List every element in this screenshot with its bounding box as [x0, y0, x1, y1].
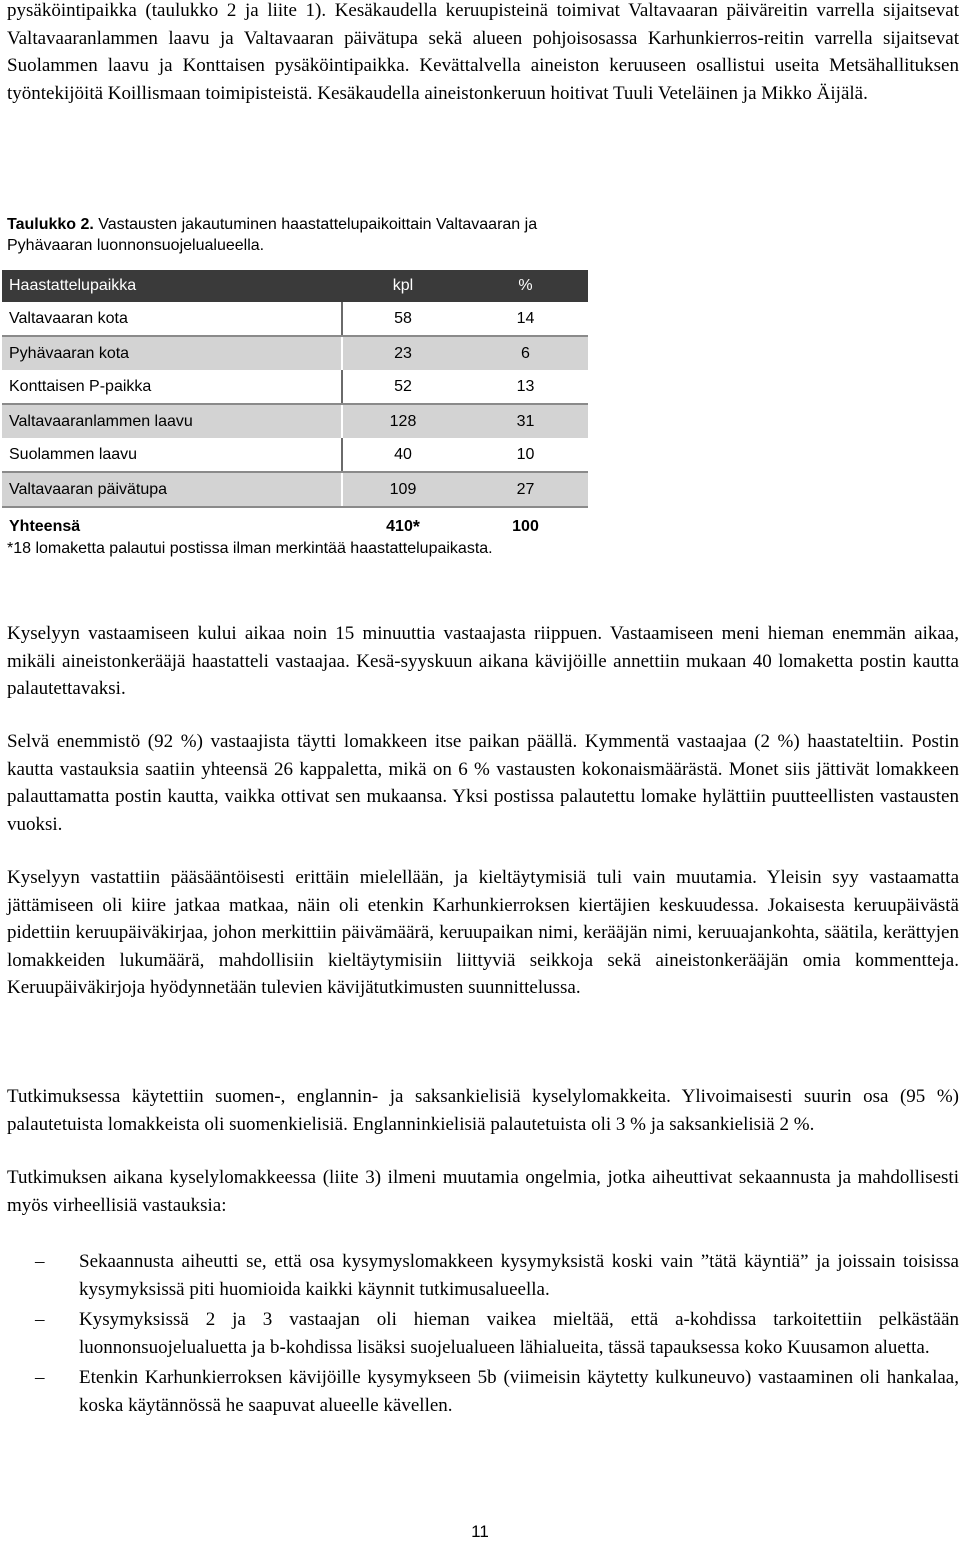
list-item	[7, 1248, 959, 1303]
cell-place: Valtavaaranlammen laavu	[2, 405, 343, 438]
paragraph-5: Tutkimuksen aikana kyselylomakkeessa (liite 3) ilmeni muutamia ongelmia, jotka aiheuttivat sekaannusta ja mahdollisesti myös virheellisiä vastauksia:	[7, 1167, 959, 1216]
table-row	[2, 370, 588, 405]
table-caption	[7, 214, 592, 256]
paragraph-4: Tutkimuksessa käytettiin suomen-, englannin- ja saksankielisiä kyselylomakkeita. Ylivoimaisesti suurin osa (95 %) palautetuista lomakkeista oli suomenkielisiä. Englanninkielisiä palautetuista oli 3 % ja saksankielisiä 2 %.	[7, 1086, 959, 1135]
table-header-row	[2, 270, 588, 302]
cell-place: Valtavaaran kota	[2, 302, 343, 335]
table-caption-label: Taulukko 2.	[7, 216, 94, 233]
cell-pct: 27	[516, 480, 535, 498]
cell-kpl: 40	[394, 445, 412, 463]
intro-paragraph: pysäköintipaikka (taulukko 2 ja liite 1). Kesäkaudella keruupisteinä toimivat Valtavaaran päiväreitin varrella sijaitsevat Valtavaaranlammen laavu ja Valtavaaran päivätupa sekä alueen pohjoisosassa Karhunkierros-reitin varrella sijaitsevat Suolammen laavu ja Konttaisen pysäköintipaikka. Kevättalvella aineiston keruuseen osallistui useita Metsähallituksen työntekijöitä Koillismaan toimipisteistä. Kesäkaudella aineistonkeruun hoitivat Tuuli Veteläinen ja Mikko Äijälä.	[7, 0, 959, 104]
paragraph-1: Kyselyyn vastaamiseen kului aikaa noin 15 minuuttia vastaajasta riippuen. Vastaamiseen meni hieman enemmän aikaa, mikäli aineistonkerääjä haastatteli vastaajaa. Kesä-syyskuun aikana kävijöille annettiin mukaan 40 lomaketta postin kautta palautettavaksi.	[7, 623, 959, 700]
table-row	[2, 438, 588, 473]
cell-pct: 13	[516, 377, 535, 395]
problem-list	[7, 1248, 959, 1423]
list-item-text: Kysymyksissä 2 ja 3 vastaajan oli hieman vaikea mieltää, että a-kohdissa tarkoitettiin pelkästään luonnonsuojelualuetta ja b-kohdissa lisäksi suojelualueen lähialueita, tässä tapauksessa koko Kuusamon aluetta.	[79, 1309, 959, 1358]
table-caption-text: Vastausten jakautuminen haastattelupaikoittain Valtavaaran ja Pyhävaaran luonnonsuojelualueella.	[7, 216, 538, 254]
table-footnote	[7, 538, 607, 560]
list-item	[7, 1306, 959, 1361]
cell-kpl: 52	[394, 377, 412, 395]
cell-place: Valtavaaran päivätupa	[2, 473, 343, 506]
cell-place: Konttaisen P-paikka	[2, 370, 343, 403]
table-row	[2, 405, 588, 438]
page-number: 11	[471, 1522, 489, 1541]
list-item	[7, 1364, 959, 1419]
header-place: Haastattelupaikka	[9, 277, 137, 294]
cell-place: Pyhävaaran kota	[2, 337, 343, 370]
cell-pct: 14	[516, 309, 535, 327]
list-item-text: Etenkin Karhunkierroksen kävijöille kysymykseen 5b (viimeisin käytetty kulkuneuvo) vastaaminen oli hankalaa, koska käytännössä he saapuvat alueelle kävellen.	[79, 1367, 959, 1416]
results-table	[2, 270, 588, 544]
cell-kpl: 23	[394, 344, 412, 362]
cell-place: Suolammen laavu	[2, 438, 343, 471]
dash-marker: –	[35, 1309, 45, 1331]
total-label: Yhteensä	[9, 518, 81, 535]
total-pct: 100	[512, 518, 539, 535]
table-row	[2, 473, 588, 508]
table-row	[2, 302, 588, 337]
cell-pct: 31	[516, 412, 535, 430]
list-item-text: Sekaannusta aiheutti se, että osa kysymyslomakkeen kysymyksistä koski vain ”tätä käyntiä” ja joissain toisissa kysymyksissä piti huomioida kaikki käynnit tutkimusalueella.	[79, 1251, 959, 1300]
dash-marker: –	[35, 1251, 45, 1272]
table-row	[2, 337, 588, 370]
header-pct: %	[518, 277, 533, 294]
total-star: *	[412, 516, 420, 537]
cell-kpl: 58	[394, 309, 412, 327]
paragraph-2: Selvä enemmistö (92 %) vastaajista täytti lomakkeen itse paikan päällä. Kymmentä vastaajaa (2 %) haastateltiin. Postin kautta vastauksia saatiin yhteensä 26 kappaletta, mikä on 6 % vastausten kokonaismäärästä. Monet siis jättivät lomakkeen palauttamatta postin kautta, vaikka ottivat sen mukaansa. Yksi postissa palautettu lomake hylättiin puutteellisten vastausten vuoksi.	[7, 731, 959, 835]
cell-pct: 6	[521, 344, 530, 362]
total-kpl-value: 410	[386, 518, 413, 535]
header-kpl: kpl	[392, 277, 414, 294]
cell-kpl: 109	[389, 480, 417, 498]
footnote-text: 18 lomaketta palautui postissa ilman merkintää haastattelupaikasta.	[13, 540, 493, 557]
footnote-star: *	[7, 540, 14, 557]
dash-marker: –	[35, 1367, 45, 1389]
paragraph-3: Kyselyyn vastattiin pääsääntöisesti erittäin mielellään, ja kieltäytymisiä tuli vain muutamia. Yleisin syy vastaamatta jättämiseen oli kiire jatkaa matkaa, näin oli etenkin Karhunkierroksen kiertäjien keskuudessa. Jokaisesta keruupäivästä pidettiin keruupäiväkirjaa, johon merkittiin päivämäärä, keruupaikan nimi, kerääjän nimi, keruuajankohta, säätila, kerättyjen lomakkeiden lukumäärä, mahdollisiin kieltäytymisiin liittyviä seikkoja sekä aineistonkerääjän omia kommentteja. Keruupäiväkirjoja hyödynnetään tulevien kävijätutkimusten suunnittelussa.	[7, 867, 959, 999]
cell-kpl: 128	[389, 412, 417, 430]
cell-pct: 10	[516, 445, 535, 463]
